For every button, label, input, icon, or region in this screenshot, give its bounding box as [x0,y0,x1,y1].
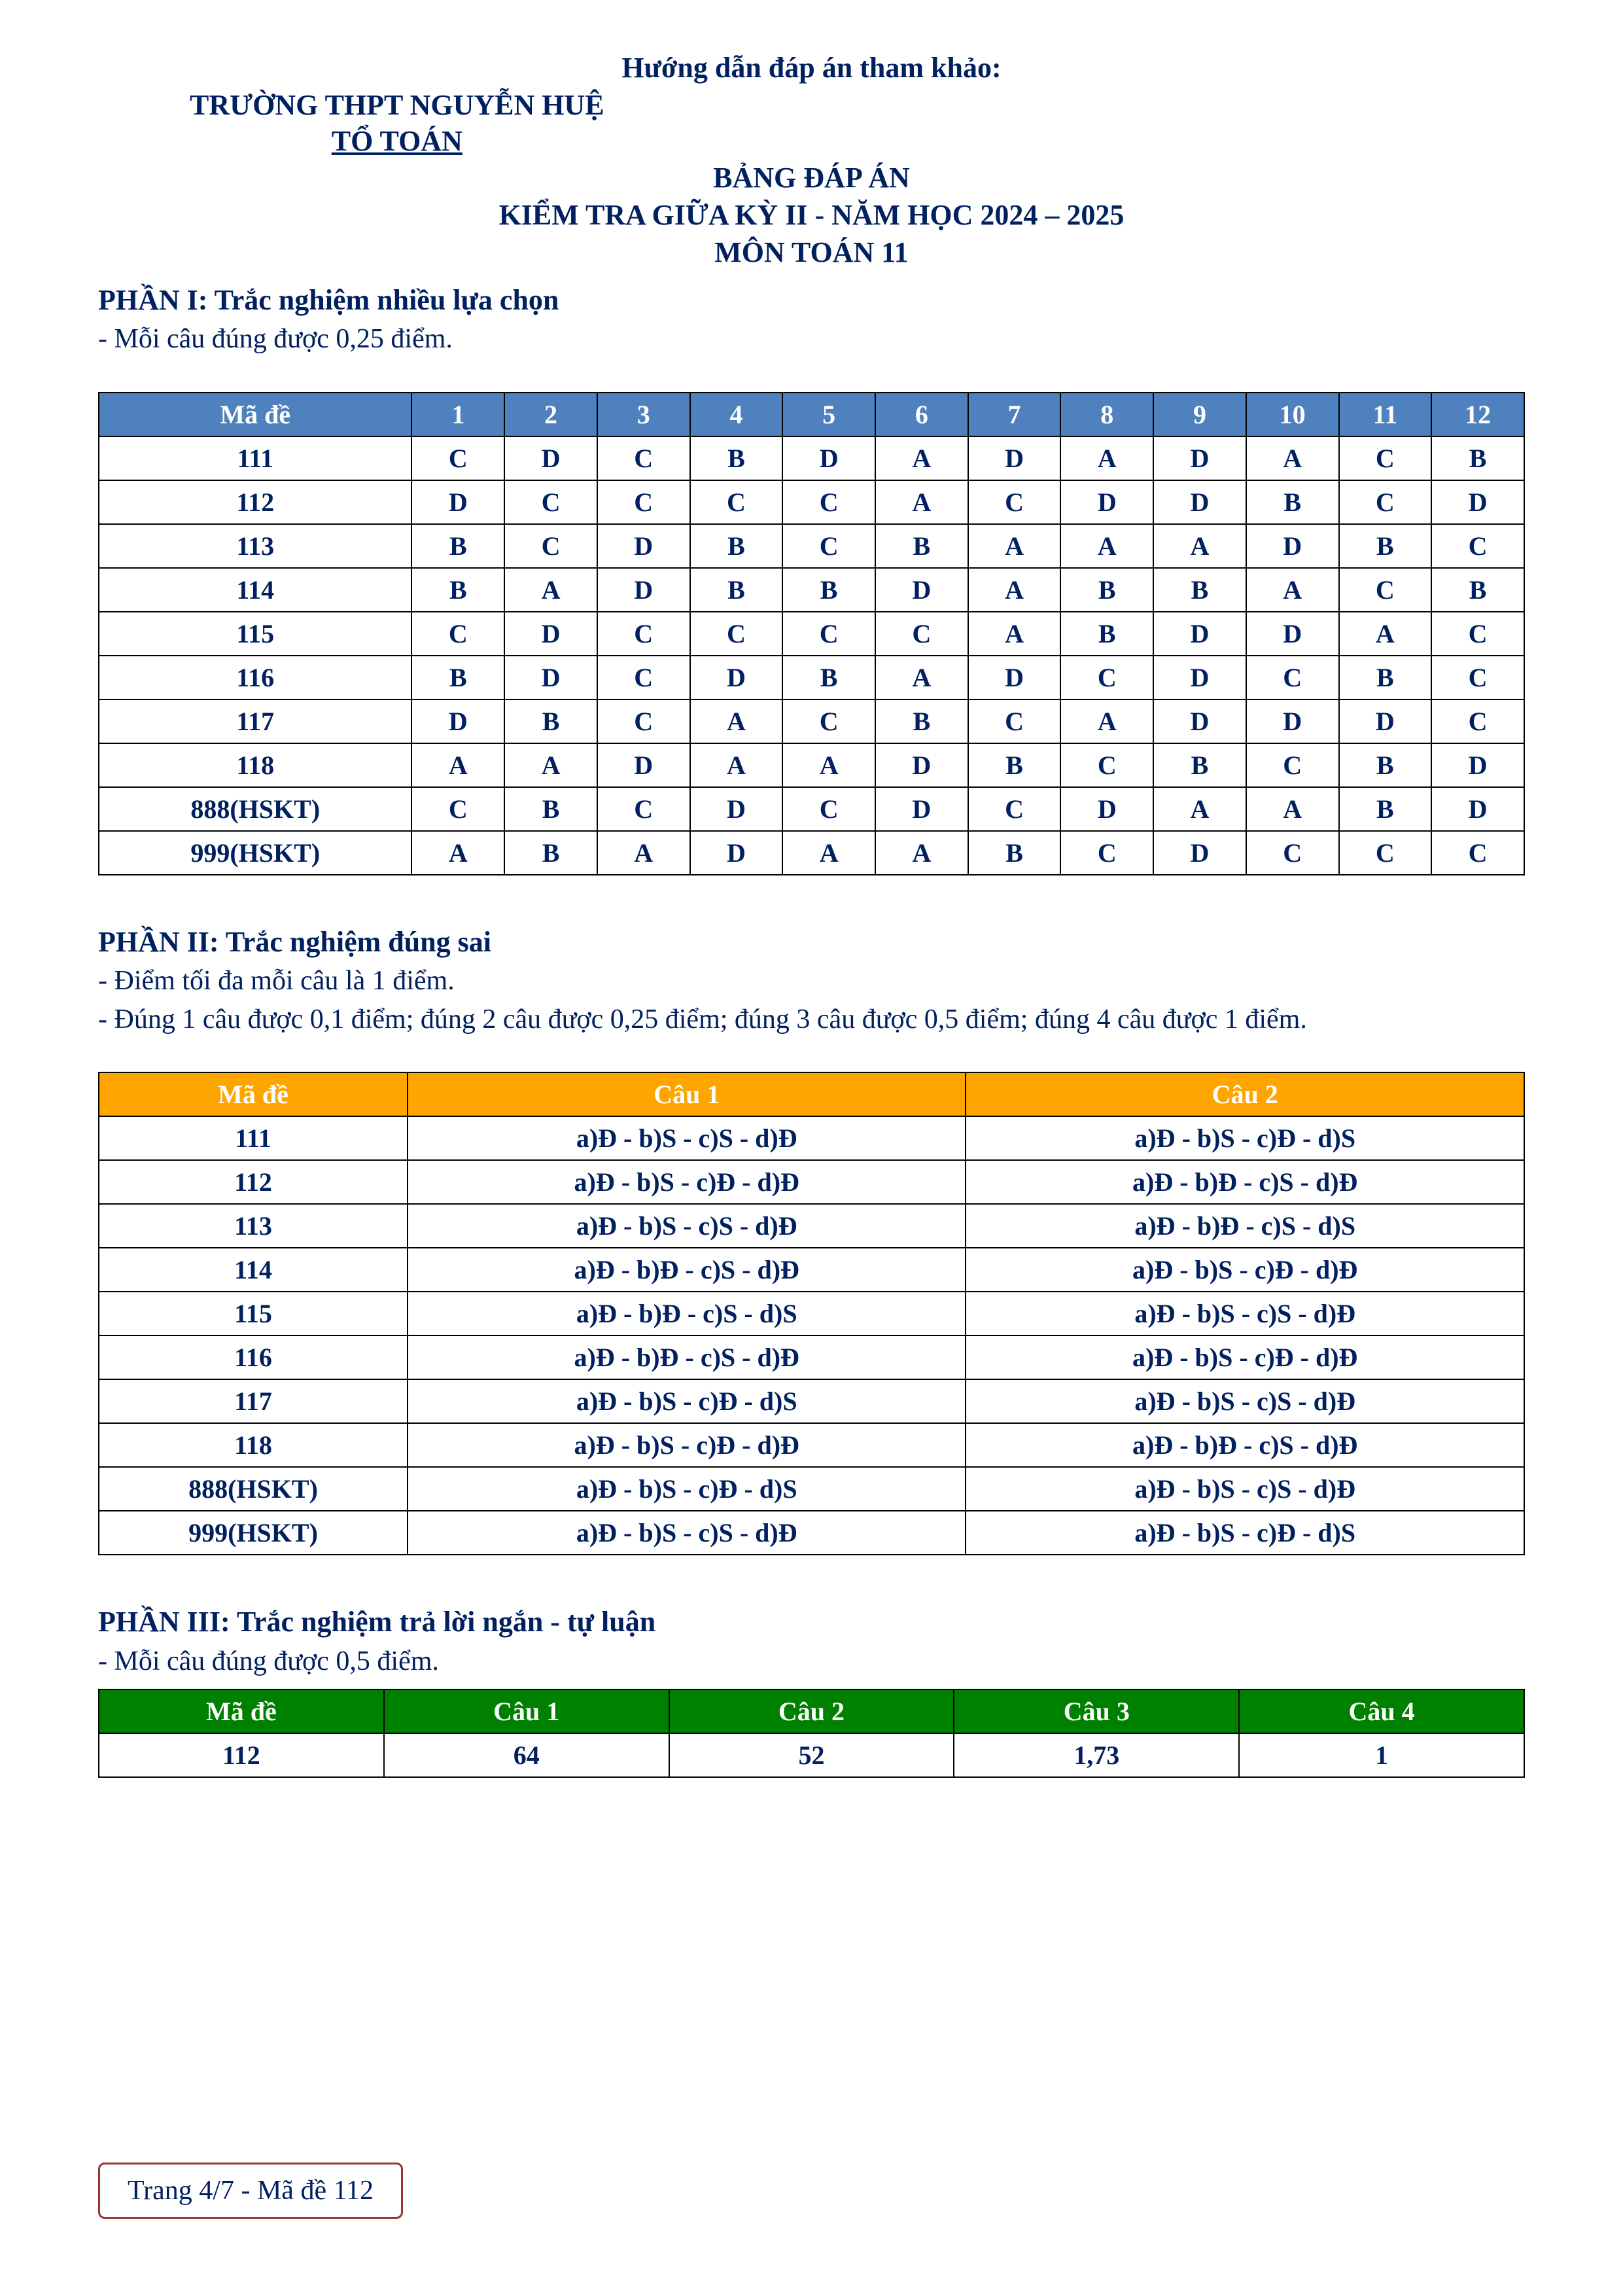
answer-cell: a)Đ - b)Đ - c)S - d)S [966,1204,1524,1248]
answer-cell: B [1246,480,1339,524]
answer-cell: C [968,699,1061,743]
answer-cell: B [1339,524,1432,568]
answer-cell: C [597,656,690,699]
answer-cell: B [411,524,504,568]
part2-note-1: - Điểm tối đa mỗi câu là 1 điểm. [98,966,455,997]
answer-cell: A [968,568,1061,612]
answer-cell: A [1060,524,1153,568]
answer-cell: A [782,831,875,875]
table-row [99,1733,1524,1777]
answer-cell: A [597,831,690,875]
answer-cell: 1,73 [954,1733,1239,1777]
answer-cell: B [968,743,1061,787]
answer-cell: C [782,480,875,524]
table-row [99,787,1524,831]
exam-code-cell: 112 [99,1733,384,1777]
page-footer-box [98,2163,403,2219]
answer-cell: D [782,436,875,480]
table-row [99,568,1524,612]
table-header-cell: Câu 3 [954,1689,1239,1733]
table-header-cell: 7 [968,393,1061,436]
answer-cell: D [1431,787,1524,831]
answer-cell: A [875,656,968,699]
answer-cell: a)Đ - b)Đ - c)S - d)S [408,1292,966,1335]
answer-cell: D [1246,524,1339,568]
answer-cell: a)Đ - b)S - c)Đ - d)Đ [966,1248,1524,1292]
answer-cell: a)Đ - b)S - c)S - d)Đ [966,1292,1524,1335]
exam-code-cell: 116 [99,1335,408,1379]
table-row [99,743,1524,787]
answer-cell: B [411,656,504,699]
table-header-cell: 3 [597,393,690,436]
answer-cell: B [690,524,783,568]
exam-code-cell: 111 [99,436,411,480]
exam-code-cell: 888(HSKT) [99,787,411,831]
answer-cell: C [968,480,1061,524]
exam-code-cell: 113 [99,524,411,568]
answer-cell: C [1431,699,1524,743]
answer-cell: C [782,787,875,831]
answer-cell: D [1153,699,1246,743]
answer-cell: B [1153,568,1246,612]
page-footer-text: Trang 4/7 - Mã đề 112 [128,2176,374,2206]
answer-cell: 52 [669,1733,954,1777]
table-row [99,480,1524,524]
answer-cell: C [782,699,875,743]
answer-cell: C [1339,480,1432,524]
answer-cell: B [782,656,875,699]
answer-cell: B [1339,743,1432,787]
answer-cell: B [1339,787,1432,831]
answer-cell: C [411,612,504,656]
answer-cell: a)Đ - b)S - c)Đ - d)Đ [408,1160,966,1204]
answer-cell: C [597,436,690,480]
answer-cell: C [1060,743,1153,787]
answer-cell: B [1060,568,1153,612]
table-row [99,1248,1524,1292]
exam-code-cell: 118 [99,1423,408,1467]
table-header-cell: 11 [1339,393,1432,436]
part2-heading: PHẦN II: Trắc nghiệm đúng sai [98,925,492,958]
answer-cell: C [597,787,690,831]
answer-cell: a)Đ - b)S - c)S - d)Đ [966,1467,1524,1511]
answer-cell: a)Đ - b)S - c)Đ - d)S [408,1467,966,1511]
answer-cell: C [1339,568,1432,612]
exam-code-cell: 114 [99,1248,408,1292]
answer-cell: C [875,612,968,656]
part3-table [98,1689,1525,1778]
answer-cell: B [504,787,597,831]
answer-cell: B [782,568,875,612]
answer-cell: D [1060,480,1153,524]
answer-cell: a)Đ - b)S - c)S - d)Đ [408,1511,966,1555]
answer-cell: C [1339,436,1432,480]
answer-cell: A [504,743,597,787]
answer-cell: 1 [1239,1733,1524,1777]
answer-cell: B [1060,612,1153,656]
part1-note: - Mỗi câu đúng được 0,25 điểm. [98,323,453,354]
department-name: TỔ TOÁN [331,125,462,157]
answer-cell: C [1431,656,1524,699]
answer-cell: A [1246,568,1339,612]
answer-cell: D [597,743,690,787]
answer-cell: D [968,656,1061,699]
answer-cell: D [504,656,597,699]
table-row [99,656,1524,699]
answer-cell: C [597,480,690,524]
table-row [99,1467,1524,1511]
answer-cell: A [875,480,968,524]
answer-cell: D [1246,699,1339,743]
answer-cell: C [1060,656,1153,699]
answer-cell: A [782,743,875,787]
answer-cell: a)Đ - b)S - c)S - d)Đ [966,1379,1524,1423]
table-row [99,1423,1524,1467]
answer-cell: A [968,524,1061,568]
answer-cell: B [1339,656,1432,699]
answer-cell: a)Đ - b)S - c)Đ - d)S [408,1379,966,1423]
answer-cell: C [782,612,875,656]
table-header-cell: 9 [1153,393,1246,436]
answer-cell: D [875,787,968,831]
answer-cell: C [504,524,597,568]
exam-code-cell: 117 [99,699,411,743]
exam-code-cell: 112 [99,1160,408,1204]
answer-cell: D [504,436,597,480]
doc-title-line-3: MÔN TOÁN 11 [714,236,909,269]
table-row [99,1292,1524,1335]
answer-cell: A [875,831,968,875]
table-header-cell: 8 [1060,393,1153,436]
answer-cell: a)Đ - b)S - c)S - d)Đ [408,1204,966,1248]
answer-cell: D [1153,436,1246,480]
table-header-cell: Mã đề [99,1072,408,1116]
part1-heading: PHẦN I: Trắc nghiệm nhiều lựa chọn [98,283,559,316]
answer-cell: B [1431,568,1524,612]
answer-cell: a)Đ - b)S - c)S - d)Đ [408,1116,966,1160]
answer-cell: D [968,436,1061,480]
answer-cell: C [411,436,504,480]
answer-cell: D [1339,699,1432,743]
answer-cell: B [504,699,597,743]
answer-cell: A [504,568,597,612]
exam-code-cell: 111 [99,1116,408,1160]
answer-cell: a)Đ - b)Đ - c)S - d)Đ [966,1423,1524,1467]
answer-cell: A [1246,787,1339,831]
answer-cell: C [690,480,783,524]
school-header [98,87,1525,159]
answer-cell: B [411,568,504,612]
exam-code-cell: 114 [99,568,411,612]
table-row [99,1511,1524,1555]
school-name: TRƯỜNG THPT NGUYỄN HUỆ [190,89,604,121]
part3-heading: PHẦN III: Trắc nghiệm trả lời ngắn - tự luận [98,1606,656,1638]
answer-cell: D [1060,787,1153,831]
part2-note-2: - Đúng 1 câu được 0,1 điểm; đúng 2 câu được 0,25 điểm; đúng 3 câu được 0,5 điểm; đúng 4 câu được 1 điểm. [98,1004,1307,1034]
guide-title: Hướng dẫn đáp án tham khảo: [621,52,1002,84]
answer-cell: D [1246,612,1339,656]
doc-title-line-1: BẢNG ĐÁP ÁN [713,162,910,194]
table-header-cell: 12 [1431,393,1524,436]
table-row [99,1379,1524,1423]
answer-cell: B [1431,436,1524,480]
answer-cell: D [1431,480,1524,524]
answer-cell: D [690,831,783,875]
answer-cell: C [1431,612,1524,656]
table-row [99,612,1524,656]
answer-cell: D [690,787,783,831]
answer-cell: A [1153,524,1246,568]
table-row [99,524,1524,568]
answer-cell: C [1246,831,1339,875]
answer-cell: a)Đ - b)S - c)Đ - d)Đ [966,1335,1524,1379]
answer-cell: C [504,480,597,524]
answer-cell: A [1060,699,1153,743]
answer-cell: a)Đ - b)S - c)Đ - d)S [966,1116,1524,1160]
answer-cell: D [690,656,783,699]
exam-code-cell: 113 [99,1204,408,1248]
school-block [190,87,604,159]
table-row [99,1204,1524,1248]
table-row [99,1335,1524,1379]
table-row [99,1116,1524,1160]
answer-cell: C [1339,831,1432,875]
answer-cell: C [782,524,875,568]
exam-code-cell: 999(HSKT) [99,1511,408,1555]
table-header-cell: Mã đề [99,1689,384,1733]
answer-cell: 64 [384,1733,669,1777]
answer-cell: D [411,480,504,524]
table-header-cell: Mã đề [99,393,411,436]
table-header-cell: Câu 1 [408,1072,966,1116]
table-header-cell: Câu 4 [1239,1689,1524,1733]
table-header-cell: 4 [690,393,783,436]
exam-code-cell: 888(HSKT) [99,1467,408,1511]
exam-code-cell: 116 [99,656,411,699]
table-header-cell: Câu 2 [966,1072,1524,1116]
answer-cell: B [875,699,968,743]
answer-cell: A [1339,612,1432,656]
exam-code-cell: 115 [99,612,411,656]
exam-code-cell: 115 [99,1292,408,1335]
table-row [99,699,1524,743]
table-header-row [99,1689,1524,1733]
answer-cell: a)Đ - b)S - c)Đ - d)S [966,1511,1524,1555]
answer-cell: B [690,568,783,612]
answer-cell: A [690,743,783,787]
answer-cell: D [875,568,968,612]
answer-cell: C [1246,743,1339,787]
answer-cell: C [411,787,504,831]
table-header-cell: 5 [782,393,875,436]
answer-cell: D [1153,831,1246,875]
answer-cell: D [597,568,690,612]
table-row [99,436,1524,480]
table-header-cell: Câu 1 [384,1689,669,1733]
answer-cell: A [411,743,504,787]
answer-cell: a)Đ - b)Đ - c)S - d)Đ [408,1335,966,1379]
answer-cell: A [411,831,504,875]
table-header-cell: 1 [411,393,504,436]
answer-cell: B [504,831,597,875]
exam-code-cell: 112 [99,480,411,524]
answer-cell: A [968,612,1061,656]
exam-code-cell: 999(HSKT) [99,831,411,875]
answer-cell: A [875,436,968,480]
doc-title-line-2: KIỂM TRA GIỮA KỲ II - NĂM HỌC 2024 – 2025 [498,199,1125,232]
answer-cell: D [411,699,504,743]
exam-code-cell: 117 [99,1379,408,1423]
table-row [99,831,1524,875]
answer-cell: C [1060,831,1153,875]
answer-cell: D [1153,480,1246,524]
answer-cell: D [1431,743,1524,787]
part1-table [98,392,1525,875]
answer-cell: a)Đ - b)S - c)Đ - d)Đ [408,1423,966,1467]
answer-cell: a)Đ - b)Đ - c)S - d)Đ [408,1248,966,1292]
table-row [99,1160,1524,1204]
answer-cell: C [597,612,690,656]
answer-cell: B [690,436,783,480]
table-header-row [99,393,1524,436]
answer-cell: D [1153,656,1246,699]
answer-cell: A [1153,787,1246,831]
answer-cell: D [1153,612,1246,656]
answer-cell: A [1246,436,1339,480]
table-header-row [99,1072,1524,1116]
table-header-cell: Câu 2 [669,1689,954,1733]
answer-cell: C [597,699,690,743]
answer-cell: B [1153,743,1246,787]
part2-table [98,1072,1525,1555]
answer-cell: D [875,743,968,787]
answer-cell: B [875,524,968,568]
answer-cell: C [1246,656,1339,699]
exam-code-cell: 118 [99,743,411,787]
answer-cell: D [504,612,597,656]
answer-cell: C [968,787,1061,831]
table-header-cell: 10 [1246,393,1339,436]
table-header-cell: 2 [504,393,597,436]
answer-cell: D [597,524,690,568]
answer-cell: A [1060,436,1153,480]
answer-cell: C [690,612,783,656]
table-header-cell: 6 [875,393,968,436]
answer-cell: B [968,831,1061,875]
answer-cell: C [1431,831,1524,875]
answer-cell: A [690,699,783,743]
part3-note: - Mỗi câu đúng được 0,5 điểm. [98,1646,439,1676]
answer-cell: a)Đ - b)Đ - c)S - d)Đ [966,1160,1524,1204]
answer-cell: C [1431,524,1524,568]
